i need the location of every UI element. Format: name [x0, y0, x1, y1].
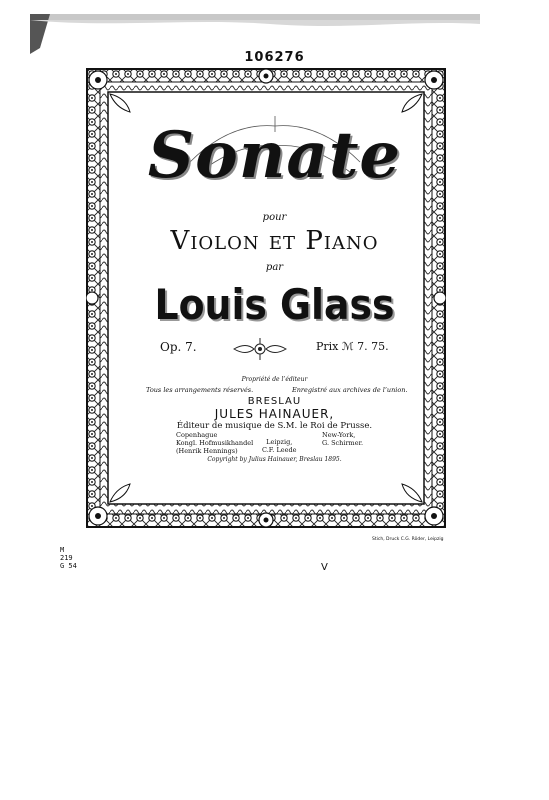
copyright-notice: Copyright by Julius Hainauer, Breslau 1895. [207, 456, 342, 463]
price: Prix ℳ 7. 75. [316, 340, 389, 353]
instruments-line [0, 226, 549, 256]
agent-leipzig [262, 438, 296, 454]
publisher-name: JULES HAINAUER, [214, 407, 335, 421]
printer-credit: Stich, Druck C.G. Röder, Leipzig [372, 537, 444, 542]
rights-reserved: Tous les arrangements réservés. [146, 386, 254, 394]
opus-number: Op. 7. [160, 340, 197, 354]
instrument-1-cap: V [170, 226, 191, 256]
agent-leipzig-firm: C.F. Leede [262, 446, 297, 454]
instrument-et: ET [268, 233, 297, 254]
title: Sonate [147, 118, 402, 193]
propriete-note: Propriété de l’éditeur [241, 376, 308, 383]
publisher-city: BRESLAU [247, 396, 302, 407]
composer-name: Louis Glass [154, 280, 395, 329]
rights-registered: Enregistré aux archives de l’union. [292, 386, 408, 394]
stamp-line-1: M [60, 546, 65, 554]
plate-number: 106276 [244, 50, 305, 65]
publisher-title: Éditeur de musique de S.M. le Roi de Prusse. [176, 421, 373, 431]
agent-copenhague-city: Copenhague [176, 431, 218, 439]
pour-label: pour [262, 212, 287, 223]
center-ornament [232, 336, 288, 362]
instrument-1-rest: IOLON [190, 233, 260, 254]
agent-copenhague [176, 431, 253, 455]
scan-shadow [30, 14, 480, 54]
library-stamp [60, 546, 77, 570]
par-label: par [265, 262, 284, 273]
agent-copenhague-owner: (Henrik Hennings) [176, 447, 238, 455]
agent-newyork-firm: G. Schirmer. [322, 439, 364, 447]
agent-copenhague-firm: Kongl. Hofmusikhandel [176, 439, 254, 447]
stamp-line-2: 219 [60, 554, 73, 562]
stamp-line-3: G 54 [60, 562, 77, 570]
agent-newyork-city: New-York, [322, 431, 356, 439]
agent-newyork [322, 431, 363, 447]
pencil-mark: V [321, 562, 328, 573]
instrument-2-cap: P [305, 226, 324, 256]
agent-leipzig-city: Leipzig, [266, 438, 293, 446]
instrument-2-rest: IANO [323, 233, 379, 254]
